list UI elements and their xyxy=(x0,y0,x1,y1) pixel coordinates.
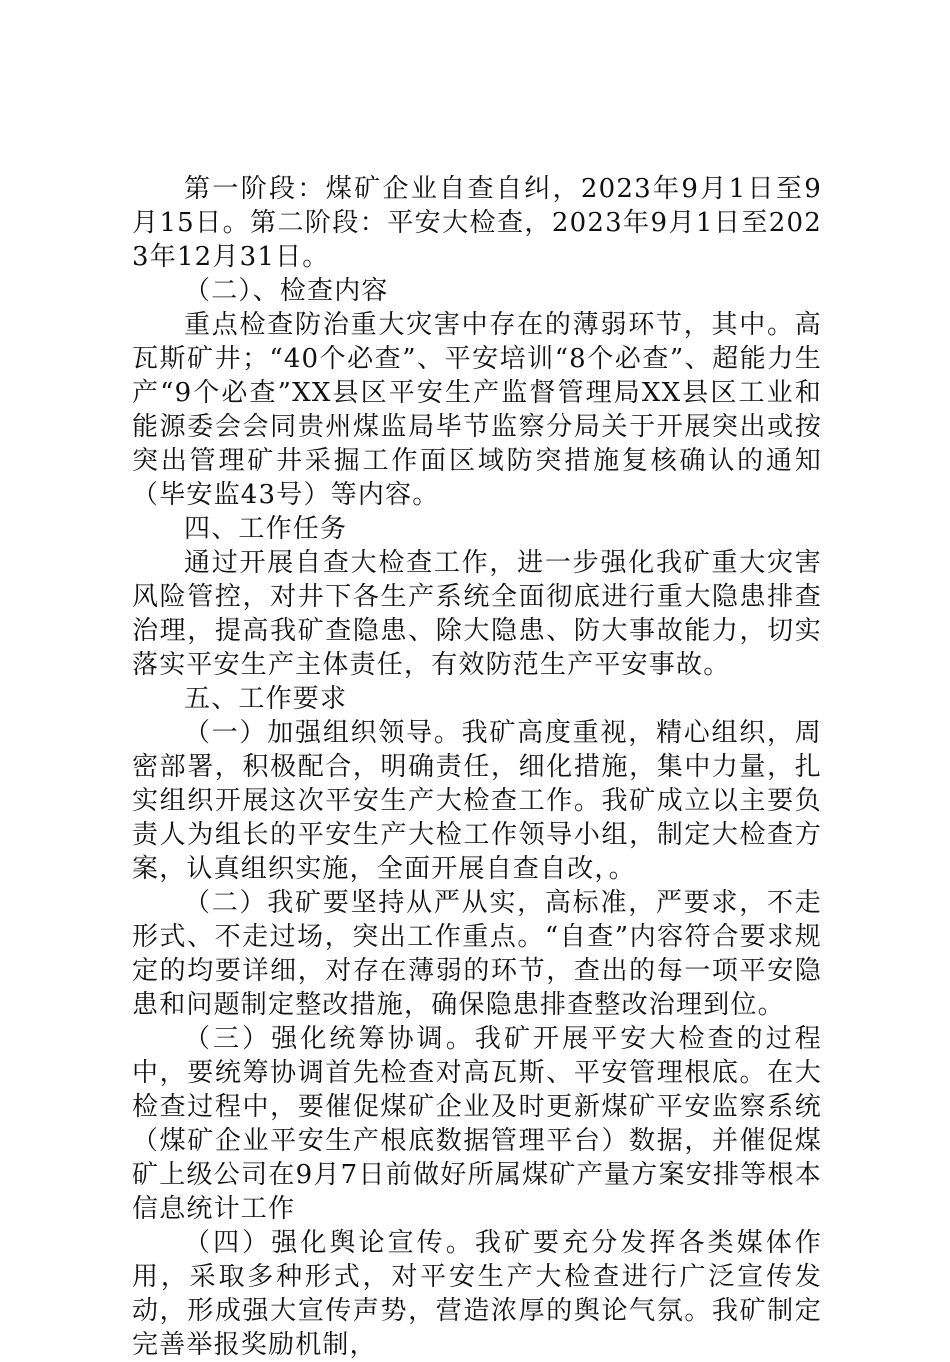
paragraph-inspection-content: 重点检查防治重大灾害中存在的薄弱环节，其中。高瓦斯矿井；“40个必查”、平安培训“8个必查”、超能力生产“9个必查”XX县区平安生产监督管理局XX县区工业和能源委会会同贵州煤监局毕节监察分局关于开展突出或按突出管理矿井采掘工作面区域防突措施复核确认的通知（毕安监43号）等内容。 xyxy=(132,310,822,510)
heading-work-tasks: 四、工作任务 xyxy=(184,514,348,544)
document-body xyxy=(132,172,822,1362)
paragraph-work-tasks: 通过开展自查大检查工作，进一步强化我矿重大灾害风险管控，对井下各生产系统全面彻底进行重大隐患排查治理，提高我矿查隐患、除大隐患、防大事故能力，切实落实平安生产主体责任，有效防范生产平安事故。 xyxy=(132,548,822,680)
paragraph-schedule: 第一阶段：煤矿企业自查自纠，2023年9月1日至9月15日。第二阶段：平安大检查，2023年9月1日至2023年12月31日。 xyxy=(132,174,822,272)
paragraph-requirement-3: （三）强化统筹协调。我矿开展平安大检查的过程中，要统筹协调首先检查对高瓦斯、平安管理根底。在大检查过程中，要催促煤矿企业及时更新煤矿平安监察系统（煤矿企业平安生产根底数据管理平台）数据，并催促煤矿上级公司在9月7日前做好所属煤矿产量方案安排等根本信息统计工作 xyxy=(132,1024,822,1224)
paragraph-requirement-4: （四）强化舆论宣传。我矿要充分发挥各类媒体作用，采取多种形式，对平安生产大检查进行广泛宣传发动，形成强大宣传声势，营造浓厚的舆论气氛。我矿制定完善举报奖励机制， xyxy=(132,1228,822,1360)
heading-work-requirements: 五、工作要求 xyxy=(184,684,348,714)
paragraph-requirement-1: （一）加强组织领导。我矿高度重视，精心组织，周密部署，积极配合，明确责任，细化措施，集中力量，扎实组织开展这次平安生产大检查工作。我矿成立以主要负责人为组长的平安生产大检工作领导小组，制定大检查方案，认真组织实施，全面开展自查自改，。 xyxy=(132,718,822,884)
heading-inspection-content: （二）、检查内容 xyxy=(184,276,389,306)
paragraph-requirement-2: （二）我矿要坚持从严从实，高标准，严要求，不走形式、不走过场，突出工作重点。“自查”内容符合要求规定的均要详细，对存在薄弱的环节，查出的每一项平安隐患和问题制定整改措施，确保隐患排查整改治理到位。 xyxy=(132,888,822,1020)
